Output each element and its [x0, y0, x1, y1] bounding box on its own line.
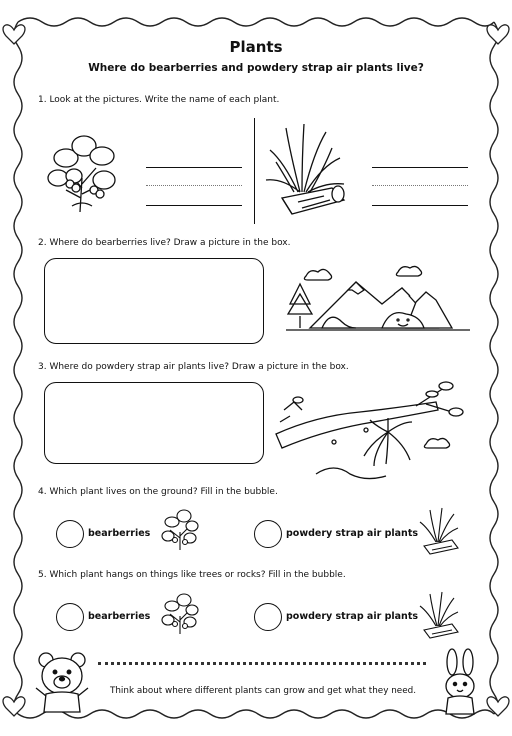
answer-line-top-2[interactable] — [372, 167, 468, 168]
answer-line-bottom-1[interactable] — [146, 205, 242, 206]
bunny-icon — [438, 648, 482, 716]
bearberry-small-icon — [160, 508, 200, 552]
drawing-box-air-plants[interactable] — [44, 382, 264, 464]
page-subtitle: Where do bearberries and powdery strap air plants live? — [88, 62, 424, 74]
air-plant-small-icon-2 — [418, 592, 460, 640]
answer-guide-2 — [372, 185, 468, 186]
tree-branch-scene-icon — [276, 382, 472, 490]
bubble-q4-air-plants[interactable] — [254, 520, 282, 548]
answer-guide-1 — [146, 185, 242, 186]
bubble-q5-air-plants[interactable] — [254, 603, 282, 631]
air-plant-icon — [264, 122, 346, 218]
footer-note: Think about where different plants can grow and get what they need. — [109, 686, 417, 696]
question-1: 1. Look at the pictures. Write the name of each plant. — [38, 95, 280, 105]
bear-icon — [34, 650, 90, 714]
option-q5-bearberries: bearberries — [88, 611, 151, 622]
bearberry-small-icon-2 — [160, 592, 200, 636]
air-plant-small-icon — [418, 508, 460, 556]
question-4: 4. Which plant lives on the ground? Fill in the bubble. — [38, 487, 278, 497]
answer-line-top-1[interactable] — [146, 167, 242, 168]
option-q4-bearberries: bearberries — [88, 528, 151, 539]
question-5: 5. Which plant hangs on things like trees or rocks? Fill in the bubble. — [38, 570, 346, 580]
mountain-scene-icon — [286, 264, 470, 346]
page-title: Plants — [229, 38, 283, 56]
bubble-q5-bearberries[interactable] — [56, 603, 84, 631]
footer-divider — [98, 662, 426, 665]
bearberry-plant-icon — [44, 128, 120, 214]
question-1-divider — [254, 118, 255, 224]
option-q5-air-plants: powdery strap air plants — [286, 611, 419, 622]
option-q4-air-plants: powdery strap air plants — [286, 528, 419, 539]
question-2: 2. Where do bearberries live? Draw a picture in the box. — [38, 238, 291, 248]
question-3: 3. Where do powdery strap air plants live? Draw a picture in the box. — [38, 362, 349, 372]
drawing-box-bearberries[interactable] — [44, 258, 264, 344]
bubble-q4-bearberries[interactable] — [56, 520, 84, 548]
answer-line-bottom-2[interactable] — [372, 205, 468, 206]
